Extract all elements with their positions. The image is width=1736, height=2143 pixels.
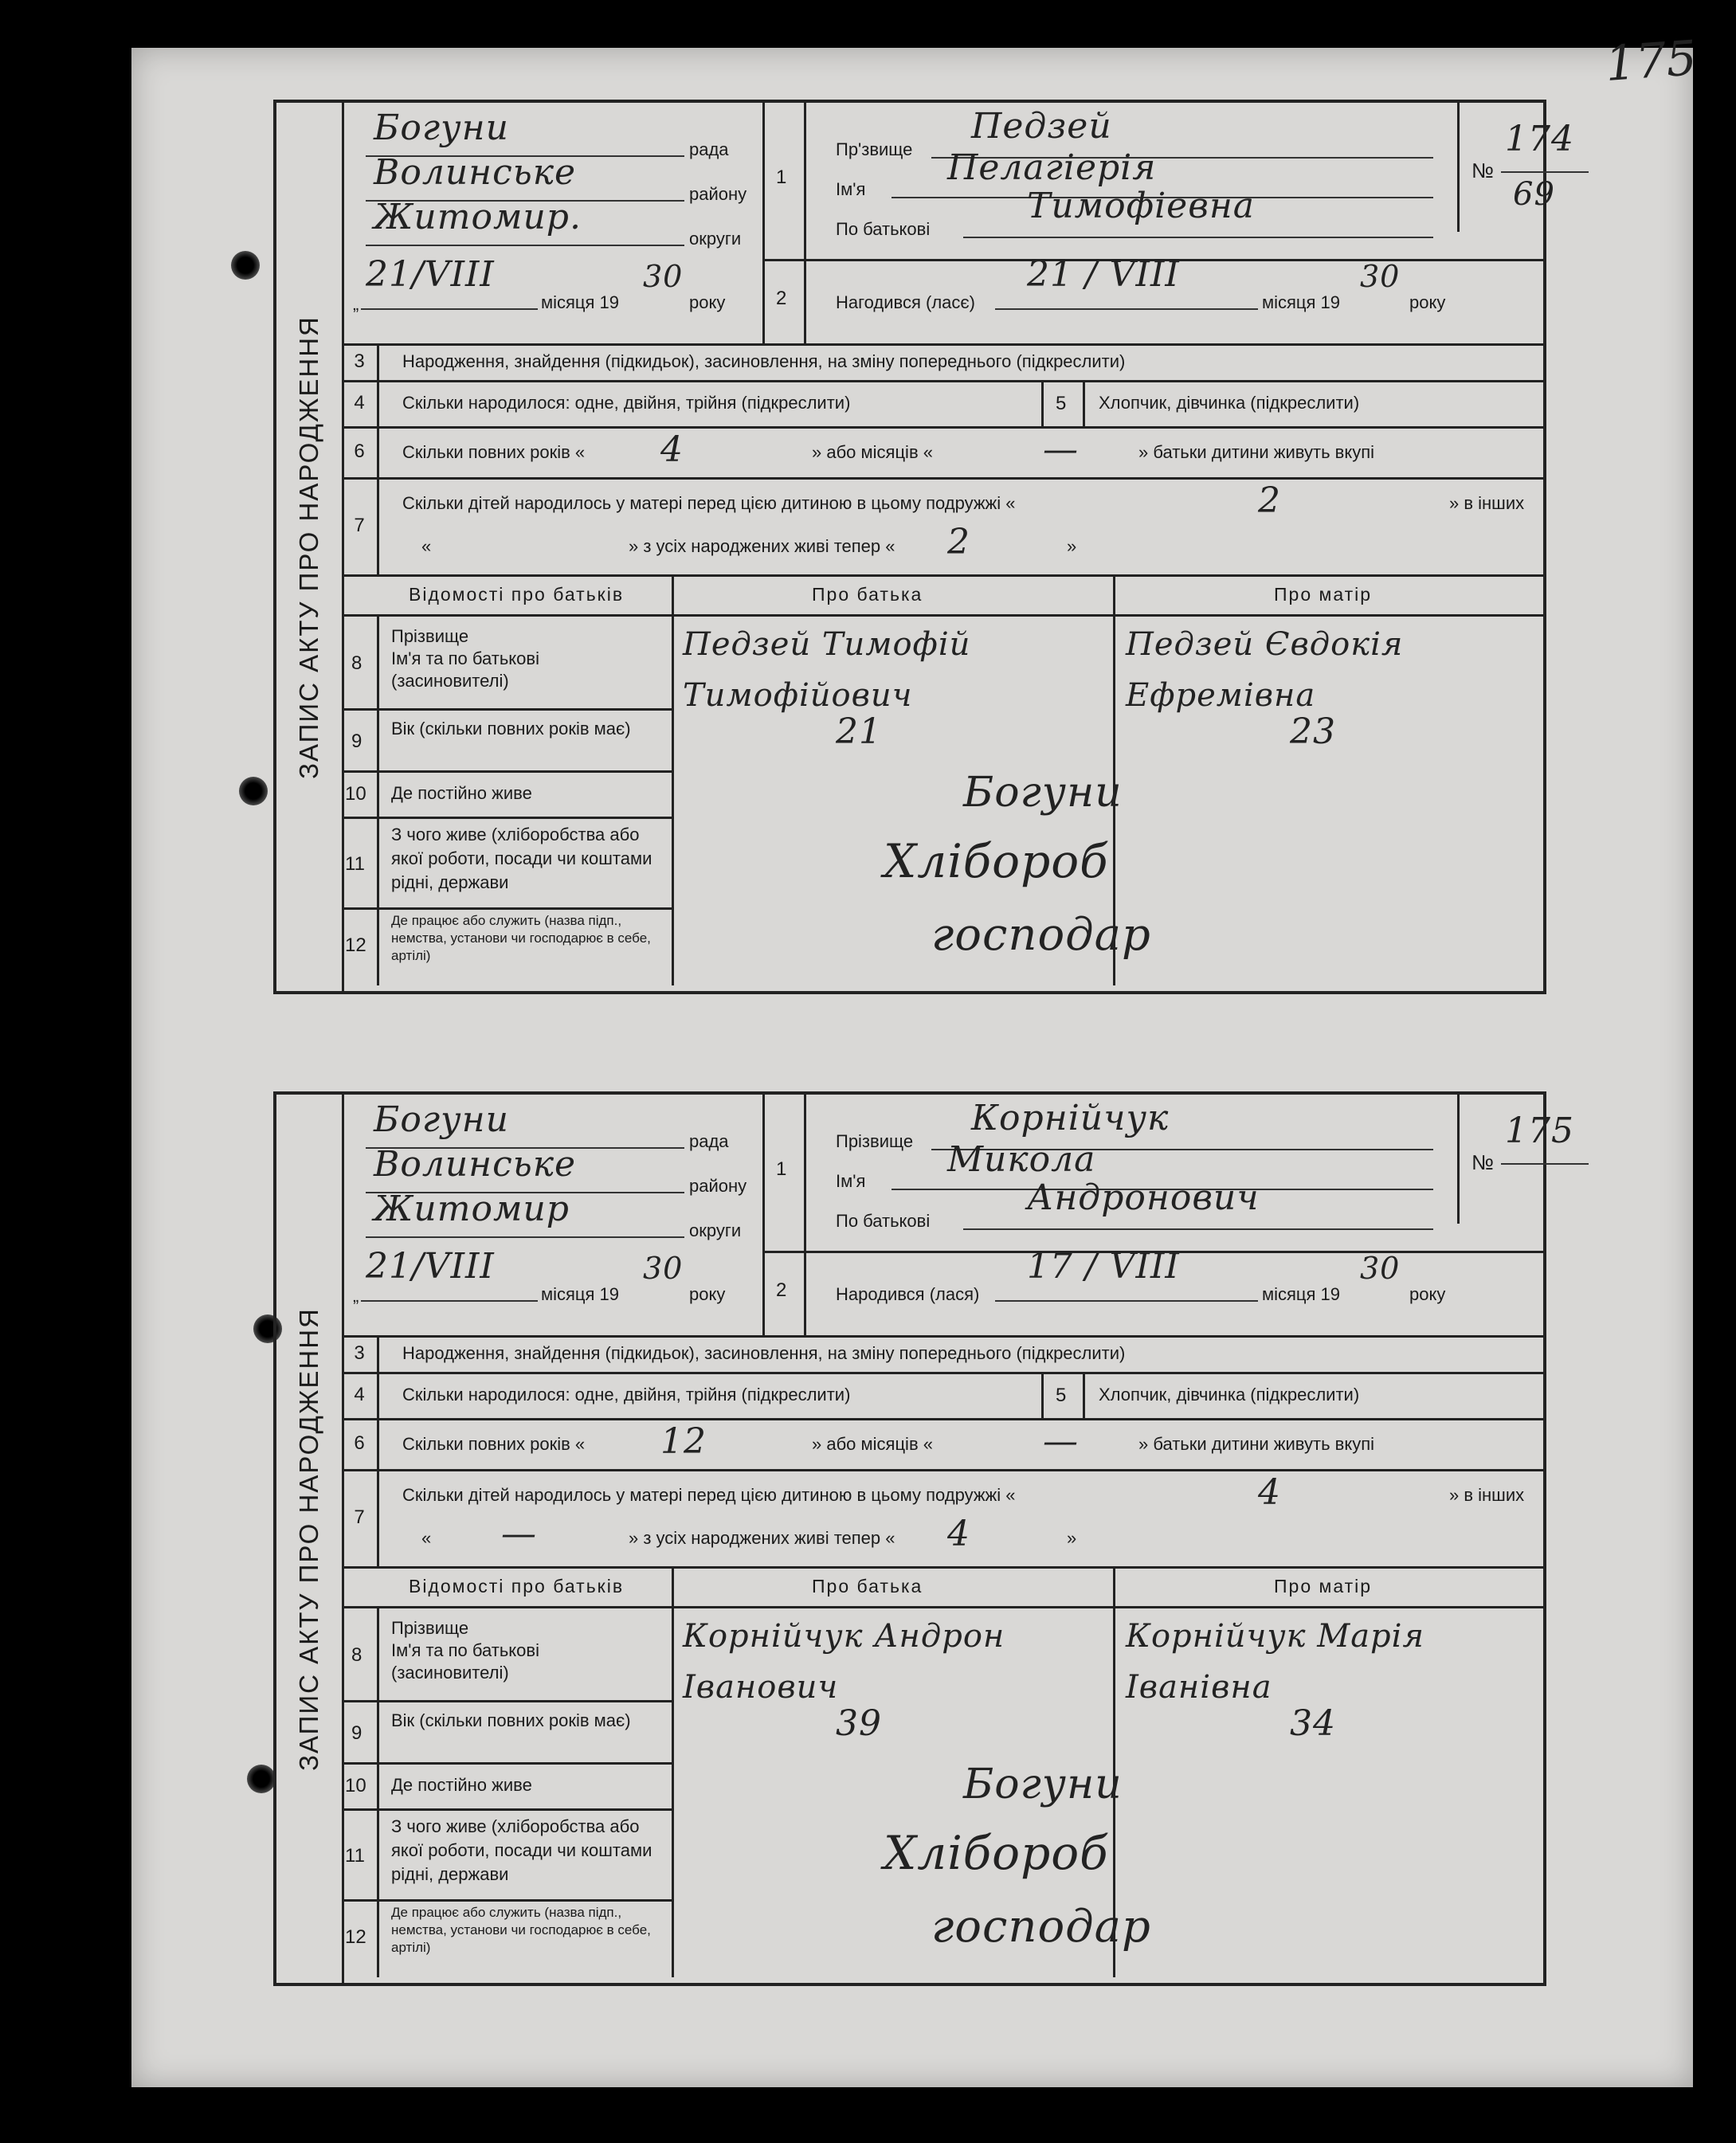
registration-date-value: 21/VIII [366,1246,495,1287]
punch-hole [239,777,268,805]
row-5-label: Хлопчик, дівчинка (підкреслити) [1099,393,1360,413]
okrug-label: округи [689,1220,742,1240]
first-name-label: Ім'я [836,179,866,199]
row-3-label: Народження, знайдення (підкидьок), засиновлення, на зміну попереднього (підкреслити) [402,351,1126,371]
father-header: Про батька [812,1576,923,1596]
row-4-label: Скільки народилося: одне, двійня, трійня (підкреслити) [402,1385,851,1405]
record-number-label: № [1471,1150,1494,1174]
birth-date-value: 17 / VIII [1027,1246,1180,1287]
cohabitation-months-value: — [1043,1421,1079,1462]
row-3-label: Народження, знайдення (підкидьок), засиновлення, на зміну попереднього (підкреслити) [402,1343,1126,1363]
mother-name-value: Корнійчук Марія Іванівна [1126,1618,1424,1706]
residence-value: Богуни [963,1761,1123,1808]
birth-record-form [273,100,1574,994]
row-9-label: Вік (скільки повних років має) [391,1710,631,1730]
surname-label: Пр'звище [836,139,913,159]
council-label: рада [689,139,729,159]
row-number-2: 2 [776,288,787,309]
row-7: 7 Скільки дітей народилось у матері перед цією дитиною в цьому подружжі « 2 » в інших « » з усіх народжених живі тепер « 2 » [342,477,1543,577]
row-number-1: 1 [776,167,787,188]
year-label: року [689,292,726,312]
header-block: 1 2 Богуни рада Волинське району Житомир. округи „ 21/VIII місяця 19 30 року Пр'звище Педзей Ім'я Пелагіерія По батькові Тимофіевна Нагодився (ласє) 21 / VIII місяця 19 30 року № 174 69 [342,103,1543,346]
registration-year-value: 30 [643,259,684,294]
children-alive-value: 2 [947,522,970,562]
row-8-label: Прізвище Ім'я та по батькові (засиновителі) [391,1618,539,1683]
birth-label: Нагодився (ласє) [836,292,975,312]
record-number-label: № [1471,159,1494,182]
row-6: 6 Скільки повних років « 12 » або місяців « — » батьки дитини живуть вкупі [342,1418,1543,1471]
parents-info-header: Відомості про батьків [409,584,625,605]
row-10-label: Де постійно живе [391,783,532,803]
mother-name-value: Педзей Євдокія Ефремівна [1126,626,1404,714]
cohabitation-months-value: — [1043,429,1079,470]
row-10-label: Де постійно живе [391,1775,532,1795]
okrug-value: Житомир. [374,197,582,237]
father-header: Про батька [812,584,923,605]
form-side-panel [276,1095,344,1983]
row-number-1: 1 [776,1158,787,1180]
work-value: господар [931,1901,1151,1953]
surname-label: Прізвище [836,1131,914,1151]
record-number-value: 175 [1505,1111,1574,1151]
row-5-label: Хлопчик, дівчинка (підкреслити) [1099,1385,1360,1405]
mother-header: Про матір [1274,584,1373,605]
district-label: району [689,1176,747,1196]
patronymic-value: Тимофіевна [1027,186,1256,226]
record-number-value: 174 [1505,119,1574,159]
okrug-value: Житомир [374,1189,570,1229]
residence-value: Богуни [963,769,1123,817]
record-sub-value: 69 [1513,176,1555,213]
cohabitation-years-value: 12 [660,1421,707,1462]
parents-table: Відомості про батьків Про батька Про матір 8 Прізвище Ім'я та по батькові (засиновителі) Корнійчук Андрон Іванович Корнійчук Марія Іванівна 9 Вік (скільки повних років має) 39 34 10 Де постійно живе Богуни 11 З чого живе (хліборобства або якої роботи, посади чи коштами рідні, держави Хлібороб 12 Де працює або служить (назва підп., немства, установи чи господарює в себе, артілі) господар [342,1566,1543,1977]
row-4-label: Скільки народилося: одне, двійня, трійня (підкреслити) [402,393,851,413]
header-block: 1 2 Богуни рада Волинське району Житомир округи „ 21/VIII місяця 19 30 року Прізвище Корнійчук Ім'я Микола По батькові Андронович Народився (лася) 17 / VIII місяця 19 30 року № 175 [342,1095,1543,1338]
parents-table: Відомості про батьків Про батька Про матір 8 Прізвище Ім'я та по батькові (засиновителі) Педзей Тимофій Тимофійович Педзей Євдокія Ефремівна 9 Вік (скільки повних років має) 21 23 10 Де постійно живе Богуни 11 З чого живе (хліборобства або якої роботи, посади чи коштами рідні, держави Хлібороб 12 Де працює або служить (назва підп., немства, установи чи господарює в себе, артілі) господар [342,574,1543,985]
patronymic-label: По батькові [836,219,931,239]
month-label: місяця 19 [541,1284,620,1304]
income-value: Хлібороб [884,834,1109,888]
council-label: рада [689,1131,729,1151]
row-12-label: Де працює або служить (назва підп., немства, установи чи господарює в себе, артілі) [391,913,651,963]
cohabitation-years-value: 4 [660,429,684,470]
father-age-value: 39 [836,1703,882,1744]
council-value: Богуни [374,108,509,148]
birth-label: Народився (лася) [836,1284,980,1304]
father-name-value: Корнійчук Андрон Іванович [683,1618,1005,1706]
row-11-label: З чого живе (хліборобства або якої роботи, посади чи коштами рідні, держави [391,1816,652,1884]
mother-header: Про матір [1274,1576,1373,1596]
father-name-value: Педзей Тимофій Тимофійович [683,626,971,714]
patronymic-value: Андронович [1027,1177,1260,1218]
income-value: Хлібороб [884,1826,1109,1880]
children-alive-value: 4 [947,1514,970,1554]
form-side-panel [276,103,344,991]
row-4: 4 Скільки народилося: одне, двійня, трійня (підкреслити) 5 Хлопчик, дівчинка (підкреслити) [342,380,1543,429]
children-other-value: — [501,1514,537,1554]
children-this-marriage-value: 4 [1258,1472,1281,1513]
form-side-title: ЗАПИС АКТУ ПРО НАРОДЖЕННЯ [294,1307,323,1771]
punch-hole [231,251,260,280]
first-name-value: Микола [947,1139,1096,1180]
row-4: 4 Скільки народилося: одне, двійня, трійня (підкреслити) 5 Хлопчик, дівчинка (підкреслити) [342,1372,1543,1420]
district-label: району [689,184,747,204]
row-6: 6 Скільки повних років « 4 » або місяців « — » батьки дитини живуть вкупі [342,426,1543,480]
year-label: року [689,1284,726,1304]
mother-age-value: 34 [1290,1703,1336,1744]
first-name-label: Ім'я [836,1171,866,1191]
row-3: 3 Народження, знайдення (підкидьок), засиновлення, на зміну попереднього (підкреслити) [342,343,1543,382]
month-label: місяця 19 [541,292,620,312]
row-8-label: Прізвище Ім'я та по батькові (засиновителі) [391,626,539,691]
first-name-value: Пелагіерія [947,147,1157,188]
okrug-label: округи [689,229,742,249]
row-11-label: З чого живе (хліборобства або якої роботи, посади чи коштами рідні, держави [391,825,652,892]
registration-date-value: 21/VIII [366,254,495,295]
birth-year-value: 30 [1360,259,1401,294]
council-value: Богуни [374,1099,509,1140]
row-12-label: Де працює або служить (назва підп., немства, установи чи господарює в себе, артілі) [391,1905,651,1955]
birth-date-value: 21 / VIII [1027,254,1180,295]
registration-year-value: 30 [643,1251,684,1286]
row-3: 3 Народження, знайдення (підкидьок), засиновлення, на зміну попереднього (підкреслити) [342,1335,1543,1374]
punch-hole [247,1765,276,1793]
patronymic-label: По батькові [836,1211,931,1231]
parents-info-header: Відомості про батьків [409,1576,625,1596]
work-value: господар [931,909,1151,961]
surname-value: Педзей [971,106,1112,147]
row-9-label: Вік (скільки повних років має) [391,719,631,738]
form-side-title: ЗАПИС АКТУ ПРО НАРОДЖЕННЯ [294,315,323,779]
row-number-2: 2 [776,1279,787,1301]
children-this-marriage-value: 2 [1258,480,1281,521]
row-7: 7 Скільки дітей народилось у матері перед цією дитиною в цьому подружжі « 4 » в інших « — » з усіх народжених живі тепер « 4 » [342,1469,1543,1569]
surname-value: Корнійчук [971,1098,1170,1138]
district-value: Волинське [374,152,577,193]
birth-record-form [273,1091,1574,1986]
page-number: 175 [1603,30,1699,92]
mother-age-value: 23 [1290,711,1336,752]
birth-year-value: 30 [1360,1251,1401,1286]
father-age-value: 21 [836,711,882,752]
district-value: Волинське [374,1144,577,1185]
